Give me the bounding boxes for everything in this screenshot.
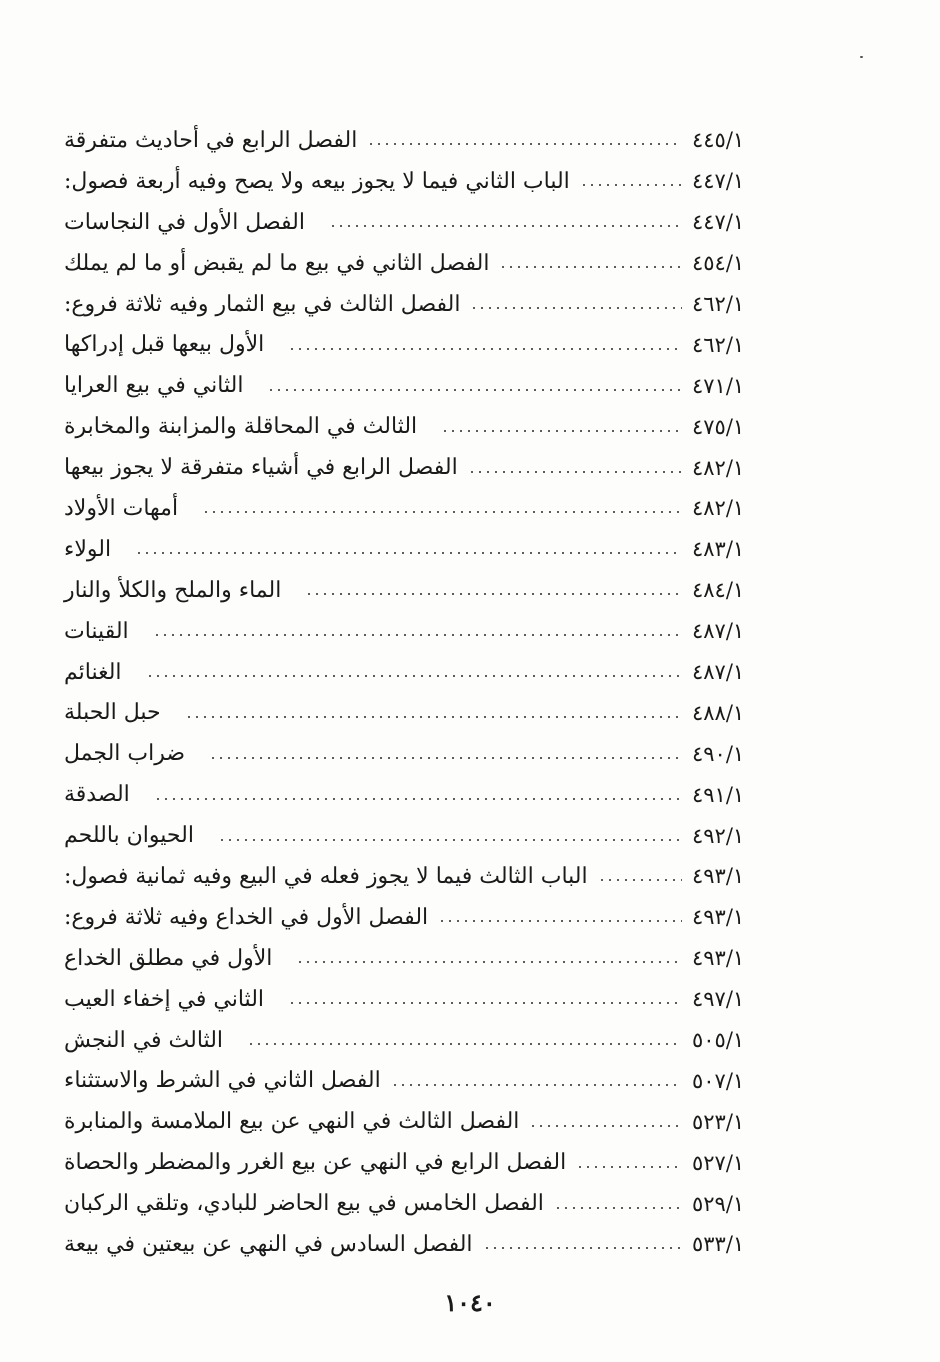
toc-entry — [56, 938, 768, 979]
toc-entry-title: الفصل الثالث في بيع الثمار وفيه ثلاثة فروع: — [64, 291, 461, 317]
dot-leader — [468, 471, 682, 473]
dot-leader — [153, 634, 682, 636]
dot-leader — [288, 348, 682, 350]
toc-entry — [56, 243, 768, 284]
toc-entry-title: الفصل الثاني في بيع ما لم يقبض أو ما لم يملك — [64, 250, 490, 276]
toc-entry-page: ٤٩٣/١ — [692, 864, 745, 889]
toc-entry-page: ٤٩٣/١ — [692, 905, 745, 930]
toc-entry-page: ٤٩٠/١ — [692, 741, 745, 766]
toc-entry-title: الفصل الأول في النجاسات — [64, 209, 305, 235]
toc-entry-title: الفصل السادس في النهي عن بيعتين في بيعة — [64, 1231, 473, 1257]
toc-entry-page: ٤٦٢/١ — [692, 292, 745, 316]
toc-entry — [56, 1224, 768, 1265]
toc-entry-page: ٥٠٥/١ — [692, 1028, 745, 1053]
dot-leader — [499, 266, 682, 268]
toc-entry — [56, 324, 768, 365]
dot-leader — [391, 1084, 682, 1086]
toc-entry — [56, 529, 768, 570]
toc-entry-title: الماء والملح والكلأ والنار — [64, 577, 282, 603]
toc-entry-title: الفصل الثاني في الشرط والاستثناء — [64, 1068, 381, 1094]
toc-entry-title: الباب الثالث فيما لا يجوز فعله في البيع وفيه ثمانية فصول: — [64, 863, 588, 889]
dot-leader — [135, 552, 682, 554]
table-of-contents — [56, 120, 768, 1265]
toc-entry-page: ٥٢٧/١ — [692, 1150, 745, 1175]
toc-entry-title: الثاني في إخفاء العيب — [64, 986, 265, 1012]
dot-leader — [483, 1247, 682, 1249]
toc-entry-page: ٤٧١/١ — [692, 373, 745, 398]
toc-entry — [56, 406, 768, 447]
dot-leader — [247, 1043, 682, 1045]
toc-entry-title: الغنائم — [64, 659, 122, 685]
dot-leader — [367, 143, 682, 145]
toc-entry-page: ٤٧٥/١ — [692, 414, 745, 439]
toc-entry — [56, 1142, 768, 1183]
toc-entry — [56, 692, 768, 733]
toc-entry-page: ٤٥٤/١ — [692, 251, 745, 276]
toc-entry-title: الباب الثاني فيما لا يجوز بيعه ولا يصح وفيه أربعة فصول: — [64, 168, 570, 194]
toc-entry-page: ٥٣٣/١ — [692, 1232, 745, 1257]
toc-entry-title: حبل الحبلة — [64, 700, 161, 726]
dot-leader — [580, 184, 682, 186]
dot-leader — [598, 879, 682, 881]
dot-leader — [296, 961, 682, 963]
dot-leader — [202, 511, 682, 513]
toc-entry-title: الفصل الخامس في بيع الحاضر للبادي، وتلقي الركبان — [64, 1191, 544, 1217]
toc-entry — [56, 447, 768, 488]
toc-entry-page: ٤٩٣/١ — [692, 946, 745, 971]
dot-leader — [146, 675, 682, 677]
toc-entry-page: ٤٤٥/١ — [692, 128, 745, 153]
toc-entry — [56, 611, 768, 652]
toc-entry — [56, 897, 768, 938]
toc-entry-title: الفصل الرابع في أشياء متفرقة لا يجوز بيعها — [64, 455, 458, 481]
toc-entry-title: الثاني في بيع العرايا — [64, 373, 244, 399]
scan-speck — [860, 56, 863, 58]
toc-entry-page: ٤٩٢/١ — [692, 823, 745, 848]
toc-entry — [56, 1020, 768, 1061]
dot-leader — [554, 1207, 682, 1209]
dot-leader — [288, 1002, 682, 1004]
toc-entry-title: الأول بيعها قبل إدراكها — [64, 332, 265, 358]
toc-entry-page: ٤٨٢/١ — [692, 496, 745, 521]
toc-entry-page: ٤٨٤/١ — [692, 578, 745, 603]
toc-entry-title: الصدقة — [64, 782, 130, 808]
toc-entry — [56, 774, 768, 815]
toc-entry-title: الفصل الأول في الخداع وفيه ثلاثة فروع: — [64, 904, 429, 930]
toc-entry — [56, 733, 768, 774]
toc-entry — [56, 979, 768, 1020]
toc-entry — [56, 161, 768, 202]
dot-leader — [441, 430, 682, 432]
toc-entry-page: ٤٩١/١ — [692, 782, 745, 807]
dot-leader — [154, 798, 682, 800]
toc-entry — [56, 488, 768, 529]
toc-entry-title: الثالث في المحاقلة والمزابنة والمخابرة — [64, 414, 418, 440]
toc-entry-page: ٥٠٧/١ — [692, 1068, 745, 1093]
toc-entry-page: ٤٤٧/١ — [692, 169, 745, 194]
toc-entry — [56, 120, 768, 161]
dot-leader — [209, 757, 682, 759]
dot-leader — [267, 389, 682, 391]
toc-entry — [56, 1183, 768, 1224]
toc-entry — [56, 570, 768, 611]
toc-entry — [56, 815, 768, 856]
toc-entry-title: ضراب الجمل — [64, 741, 186, 767]
toc-entry-title: الولاء — [64, 536, 112, 562]
toc-entry-title: الفصل الثالث في النهي عن بيع الملامسة والمنابرة — [64, 1109, 520, 1135]
toc-entry-page: ٤٨٨/١ — [692, 700, 745, 725]
toc-entry-title: الفصل الرابع في النهي عن بيع الغرر والمضطر والحصاة — [64, 1150, 567, 1176]
toc-entry-title: الحيوان باللحم — [64, 823, 194, 849]
dot-leader — [529, 1125, 682, 1127]
toc-entry-title: أمهات الأولاد — [64, 495, 179, 521]
toc-entry-title: القينات — [64, 618, 129, 644]
toc-entry — [56, 856, 768, 897]
dot-leader — [329, 225, 682, 227]
toc-entry — [56, 1101, 768, 1142]
dot-leader — [305, 593, 682, 595]
toc-entry — [56, 202, 768, 243]
dot-leader — [438, 920, 682, 922]
toc-entry — [56, 1060, 768, 1101]
toc-entry-page: ٤٩٧/١ — [692, 987, 745, 1012]
toc-entry-title: الثالث في النجش — [64, 1027, 224, 1053]
toc-entry-page: ٥٢٩/١ — [692, 1191, 745, 1216]
dot-leader — [470, 307, 682, 309]
toc-entry-page: ٤٤٧/١ — [692, 210, 745, 235]
toc-entry-page: ٤٨٣/١ — [692, 537, 745, 562]
toc-entry — [56, 365, 768, 406]
toc-entry-page: ٥٢٣/١ — [692, 1109, 745, 1134]
toc-entry-title: الفصل الرابع في أحاديث متفرقة — [64, 127, 358, 153]
toc-entry-page: ٤٦٢/١ — [692, 332, 745, 357]
dot-leader — [218, 839, 682, 841]
dot-leader — [185, 716, 682, 718]
toc-entry-page: ٤٨٧/١ — [692, 660, 745, 685]
page-number: ١٠٤٠ — [444, 1288, 496, 1317]
toc-entry — [56, 652, 768, 693]
toc-entry — [56, 284, 768, 325]
toc-entry-page: ٤٨٢/١ — [692, 455, 745, 480]
toc-entry-page: ٤٨٧/١ — [692, 619, 745, 644]
toc-entry-title: الأول في مطلق الخداع — [64, 945, 273, 971]
dot-leader — [576, 1166, 682, 1168]
